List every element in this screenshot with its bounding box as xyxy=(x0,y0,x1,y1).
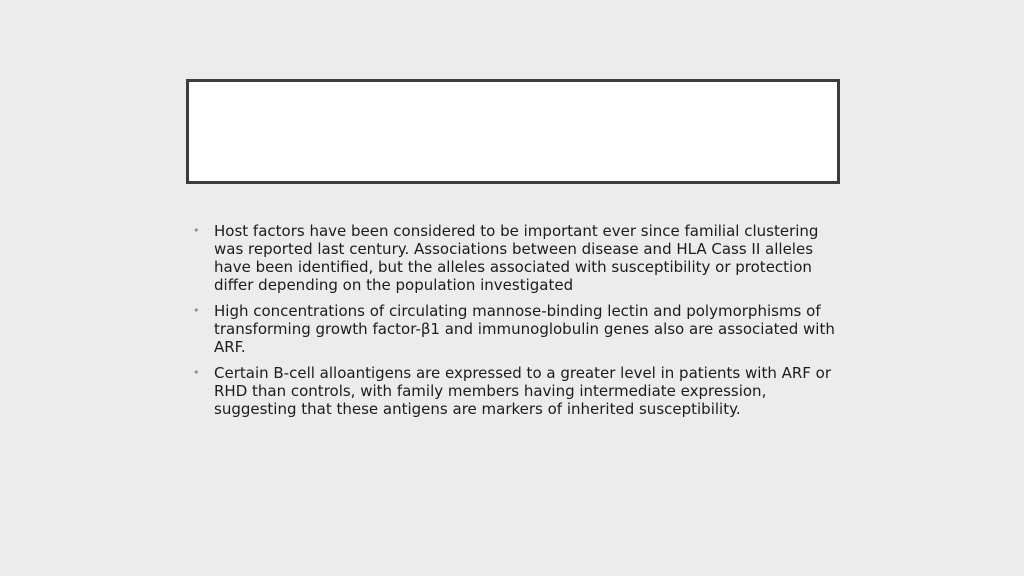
slide-title xyxy=(189,82,837,122)
bullet-text: Host factors have been considered to be important ever since familial clustering was reported last century. Associations between disease and HLA Cass II alleles have been identified, but the alleles associated with susceptibility or protection differ depending on the population investigated xyxy=(214,222,819,294)
bullet-item xyxy=(193,222,843,294)
bullet-item xyxy=(193,364,843,418)
bullet-marker: • xyxy=(193,304,200,317)
bullet-marker: • xyxy=(193,224,200,237)
bullet-marker: • xyxy=(193,366,200,379)
bullet-list xyxy=(193,222,843,426)
bullet-item xyxy=(193,302,843,356)
bullet-text: High concentrations of circulating mannose-binding lectin and polymorphisms of transforming growth factor-β1 and immunoglobulin genes also are associated with ARF. xyxy=(214,302,835,356)
title-placeholder xyxy=(186,79,840,184)
bullet-text: Certain B-cell alloantigens are expressed to a greater level in patients with ARF or RHD than controls, with family members having intermediate expression, suggesting that these antigens are markers of inherited susceptibility. xyxy=(214,364,832,418)
